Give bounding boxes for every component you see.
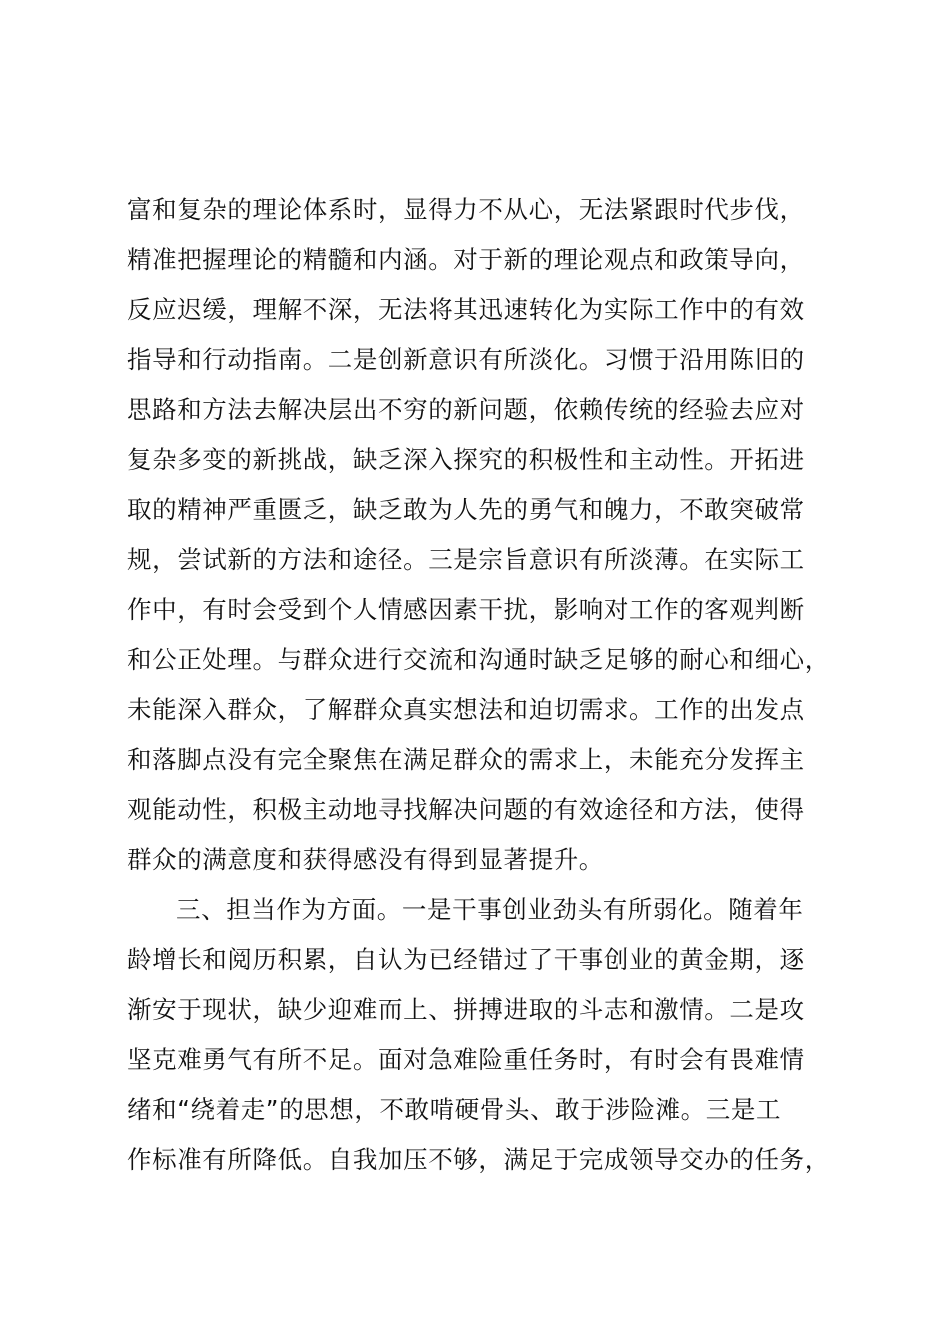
text-line: 反应迟缓，理解不深，无法将其迅速转化为实际工作中的有效: [127, 295, 805, 324]
text-line: 指导和行动指南。二是创新意识有所淡化。习惯于沿用陈旧的: [127, 345, 805, 374]
text-line: 精准把握理论的精髓和内涵。对于新的理论观点和政策导向，: [127, 245, 805, 274]
text-line: 和落脚点没有完全聚焦在满足群众的需求上，未能充分发挥主: [127, 745, 805, 774]
text-line: 龄增长和阅历积累，自认为已经错过了干事创业的黄金期，逐: [127, 945, 805, 974]
text-line: 未能深入群众，了解群众真实想法和迫切需求。工作的出发点: [127, 695, 805, 724]
text-line: 坚克难勇气有所不足。面对急难险重任务时，有时会有畏难情: [127, 1045, 805, 1074]
text-line: 群众的满意度和获得感没有得到显著提升。: [127, 845, 604, 874]
text-line: 取的精神严重匮乏，缺乏敢为人先的勇气和魄力，不敢突破常: [127, 495, 805, 524]
text-line: 绪和“绕着走”的思想，不敢啃硬骨头、敢于涉险滩。三是工: [127, 1095, 782, 1124]
section-heading-line: 三、担当作为方面。一是干事创业劲头有所弱化。随着年: [176, 895, 804, 924]
text-line: 富和复杂的理论体系时，显得力不从心，无法紧跟时代步伐，: [127, 195, 805, 224]
text-line: 复杂多变的新挑战，缺乏深入探究的积极性和主动性。开拓进: [127, 445, 805, 474]
body-text: [127, 185, 837, 1185]
text-line: 作中，有时会受到个人情感因素干扰，影响对工作的客观判断: [127, 595, 805, 624]
text-line: 规，尝试新的方法和途径。三是宗旨意识有所淡薄。在实际工: [127, 545, 805, 574]
text-line: 和公正处理。与群众进行交流和沟通时缺乏足够的耐心和细心，: [127, 645, 830, 674]
text-line: 思路和方法去解决层出不穷的新问题，依赖传统的经验去应对: [127, 395, 805, 424]
text-line: 观能动性，积极主动地寻找解决问题的有效途径和方法，使得: [127, 795, 805, 824]
text-line: 作标准有所降低。自我加压不够，满足于完成领导交办的任务，: [127, 1145, 830, 1174]
text-line: 渐安于现状，缺少迎难而上、拼搏进取的斗志和激情。二是攻: [127, 995, 805, 1024]
